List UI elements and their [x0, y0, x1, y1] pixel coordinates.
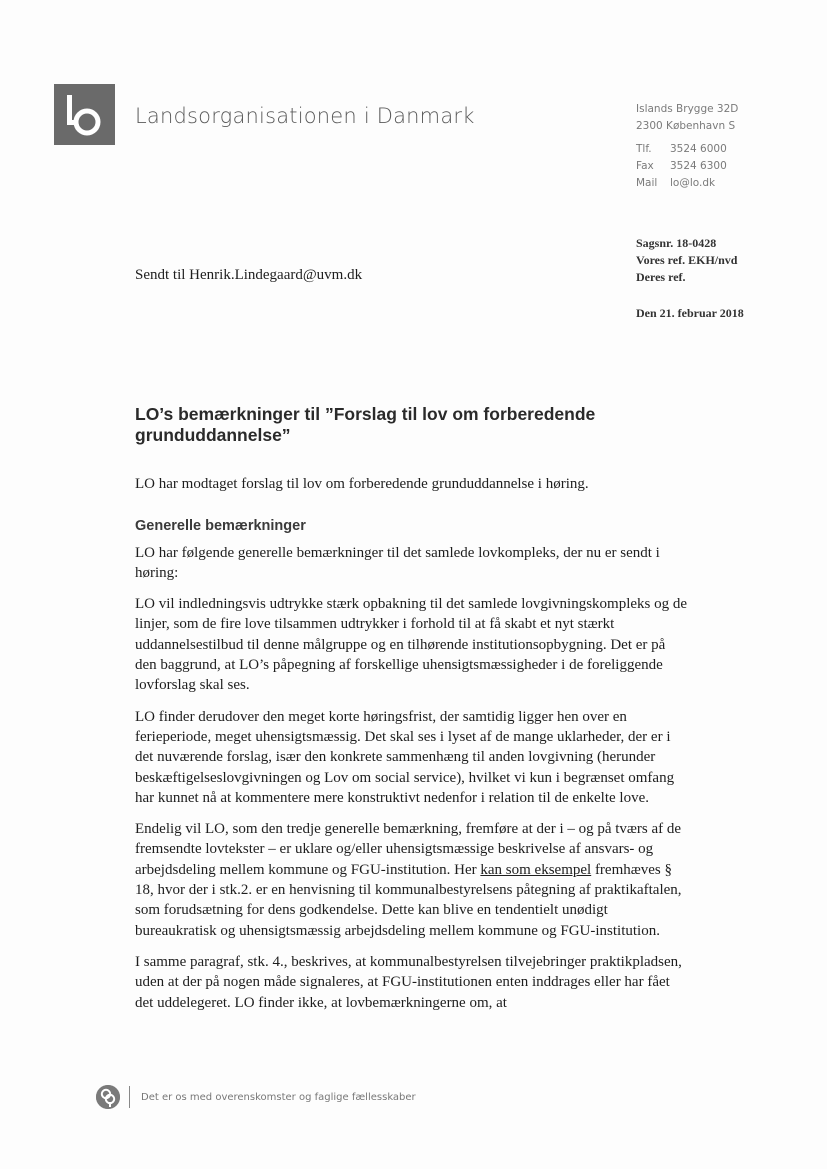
- footer-tagline: Det er os med overenskomster og faglige fællesskaber: [141, 1091, 416, 1103]
- paragraph-4: [135, 819, 690, 941]
- address-line-1: Islands Brygge 32D: [636, 103, 739, 115]
- fax-row: [636, 158, 738, 175]
- fax-value: 3524 6300: [670, 160, 727, 172]
- case-number: Sagsnr. 18-0428: [636, 236, 717, 250]
- contact-block: [636, 101, 738, 192]
- mail-label: Mail: [636, 177, 658, 189]
- intro-paragraph: LO har modtaget forslag til lov om forberedende grunduddannelse i høring.: [135, 476, 589, 492]
- paragraph-5: I samme paragraf, stk. 4., beskrives, at kommunalbestyrelsen tilvejebringer praktikpladsen, uden at der på nogen måde signaleres, at FGU-institutionen enten inddrages eller har fået det uddelegeret. LO finder ikke, at lovbemærkningerne om, at: [135, 953, 682, 1011]
- paragraph-3: LO finder derudover den meget korte høringsfrist, der samtidig ligger hen over en ferieperiode, meget uhensigtsmæssig. Det skal ses i lyset af de mange uklarheder, der er i det nuværende forslag, især den konkrete sammenhæng til anden lovgivning (herunder beskæftigelseslovgivningen og Lov om social service), hvilket vi kun i begrænset omfang har kunnet nå at kommentere mere konstruktivt nedenfor i relation til de enkelte love.: [135, 708, 675, 806]
- letter-date: Den 21. februar 2018: [636, 306, 744, 320]
- phone-row: [636, 141, 738, 158]
- paragraph-4-end: fremhæves § 18, hvor der i stk.2. er en henvisning til kommunalbestyrelsens påtegning af praktikaftalen, som forudsætning for dens godkendelse. Dette kan blive en tendentielt unødigt bureaukratisk og uhensigtsmæssig arbejdsdeling mellem kommune og FGU-institution.: [135, 861, 682, 939]
- our-reference: Vores ref. EKH/nvd: [636, 253, 738, 267]
- paragraph-4-underlined: kan som eksempel: [480, 861, 592, 878]
- section-heading: Generelle bemærkninger: [135, 518, 306, 535]
- footer-divider: [129, 1086, 130, 1108]
- address-line-2: 2300 København S: [636, 120, 736, 132]
- paragraph-1: LO har følgende generelle bemærkninger til det samlede lovkompleks, der nu er sendt i høring:: [135, 544, 660, 581]
- phone-value: 3524 6000: [670, 143, 727, 155]
- your-reference: Deres ref.: [636, 270, 686, 284]
- fax-label: Fax: [636, 160, 654, 172]
- lo-symbol-icon: [96, 1085, 120, 1109]
- lo-logo: [54, 84, 115, 145]
- recipient-line: Sendt til Henrik.Lindegaard@uvm.dk: [135, 267, 363, 283]
- paragraph-2: LO vil indledningsvis udtrykke stærk opbakning til det samlede lovgivningskompleks og de linjer, som de fire love tilsammen udtrykker i forhold til at få skabt et nyt stærkt uddannelsestilbud til denne målgruppe og en tilhørende institutionsopbygning. Det er på den baggrund, at LO’s påpegning af forskellige uhensigtsmæssigheder i de foreliggende lovforslag skal ses.: [135, 596, 688, 694]
- phone-label: Tlf.: [636, 143, 652, 155]
- lo-logo-icon: [54, 84, 115, 145]
- mail-value: lo@lo.dk: [670, 177, 716, 189]
- reference-block: [636, 235, 737, 286]
- organisation-name: Landsorganisationen i Danmark: [135, 104, 475, 128]
- letter-title: LO’s bemærkninger til ”Forslag til lov om forberedende grunduddannelse”: [135, 404, 596, 445]
- mail-row: [636, 175, 738, 192]
- footer: [96, 1084, 416, 1110]
- letter-body: [135, 474, 690, 1024]
- paragraph-4-start: Endelig vil LO, som den tredje generelle bemærkning, fremføre at der i – og på tværs af de fremsendte lovtekster – er uklare og/eller uhensigtsmæssige beskrivelse af ansvars- og arbejdsdeling mellem kommune og FGU-institution. Her: [135, 821, 682, 878]
